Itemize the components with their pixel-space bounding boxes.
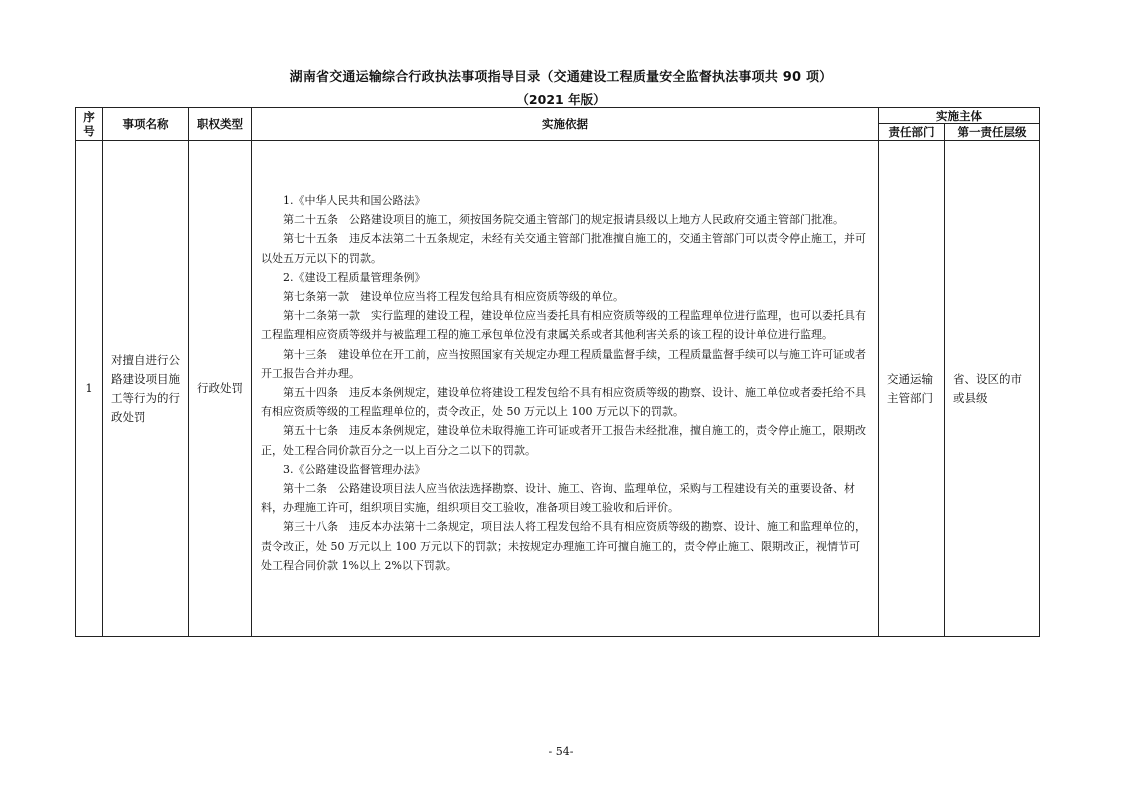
responsible-department: 交通运输主管部门 [879, 141, 945, 637]
basis-paragraph: 第七十五条 违反本法第二十五条规定，未经有关交通主管部门批准擅自施工的，交通主管部门可以责令停止施工，并可以处五万元以下的罚款。 [261, 232, 866, 265]
header-level: 第一责任层级 [945, 124, 1040, 141]
legal-basis [252, 141, 879, 637]
page-number: - 54- [548, 745, 574, 758]
header-dept: 责任部门 [879, 124, 945, 141]
basis-paragraph: 第十二条 公路建设项目法人应当依法选择勘察、设计、施工、咨询、监理单位，采购与工程建设有关的重要设备、材料，办理施工许可，组织项目实施，组织项目交工验收，准备项目竣工验收和后评价。 [261, 482, 855, 515]
basis-paragraph: 第二十五条 公路建设项目的施工，须按国务院交通主管部门的规定报请县级以上地方人民政府交通主管部门批准。 [283, 213, 844, 227]
header-no: 序号 [76, 108, 103, 141]
table-row [76, 141, 1040, 637]
first-responsibility-level: 省、设区的市或县级 [945, 141, 1040, 637]
document-title: 湖南省交通运输综合行政执法事项指导目录（交通建设工程质量安全监督执法事项共 90 项） [289, 70, 833, 85]
basis-paragraph: 3.《公路建设监督管理办法》 [283, 462, 426, 476]
basis-paragraph: 第七条第一款 建设单位应当将工程发包给具有相应资质等级的单位。 [283, 290, 624, 304]
header-subject: 实施主体 [879, 108, 1040, 124]
basis-paragraph: 第五十四条 违反本条例规定，建设单位将建设工程发包给不具有相应资质等级的勘察、设计、施工单位或者委托给不具有相应资质等级的工程监理单位的，责令改正，处 50 万元以上 100 万元以下的罚款。 [261, 386, 866, 419]
header-type: 职权类型 [189, 108, 252, 141]
enforcement-table [75, 107, 1040, 637]
authority-type: 行政处罚 [189, 141, 252, 637]
header-basis: 实施依据 [252, 108, 879, 141]
basis-paragraph: 第三十八条 违反本办法第十二条规定，项目法人将工程发包给不具有相应资质等级的勘察、设计、施工和监理单位的，责令改正，处 50 万元以上 100 万元以下的罚款；未按规定办理施工许可擅自施工的，责令停止施工、限期改正，视情节可处工程合同价款 1%以上 2%以下罚款。 [261, 520, 866, 572]
item-name: 对擅自进行公路建设项目施工等行为的行政处罚 [103, 141, 189, 637]
document-subtitle: （2021 年版） [516, 92, 606, 107]
row-number: 1 [76, 141, 103, 637]
basis-paragraph: 2.《建设工程质量管理条例》 [283, 270, 426, 284]
basis-paragraph: 第十二条第一款 实行监理的建设工程，建设单位应当委托具有相应资质等级的工程监理单位进行监理，也可以委托具有工程监理相应资质等级并与被监理工程的施工承包单位没有隶属关系或者其他利害关系的该工程的设计单位进行监理。 [261, 309, 866, 342]
basis-paragraph: 第十三条 建设单位在开工前，应当按照国家有关规定办理工程质量监督手续，工程质量监督手续可以与施工许可证或者开工报告合并办理。 [261, 347, 866, 380]
basis-paragraph: 第五十七条 违反本条例规定，建设单位未取得施工许可证或者开工报告未经批准，擅自施工的，责令停止施工，限期改正，处工程合同价款百分之一以上百分之二以下的罚款。 [261, 424, 866, 457]
basis-paragraph: 1.《中华人民共和国公路法》 [283, 194, 426, 207]
header-name: 事项名称 [103, 108, 189, 141]
